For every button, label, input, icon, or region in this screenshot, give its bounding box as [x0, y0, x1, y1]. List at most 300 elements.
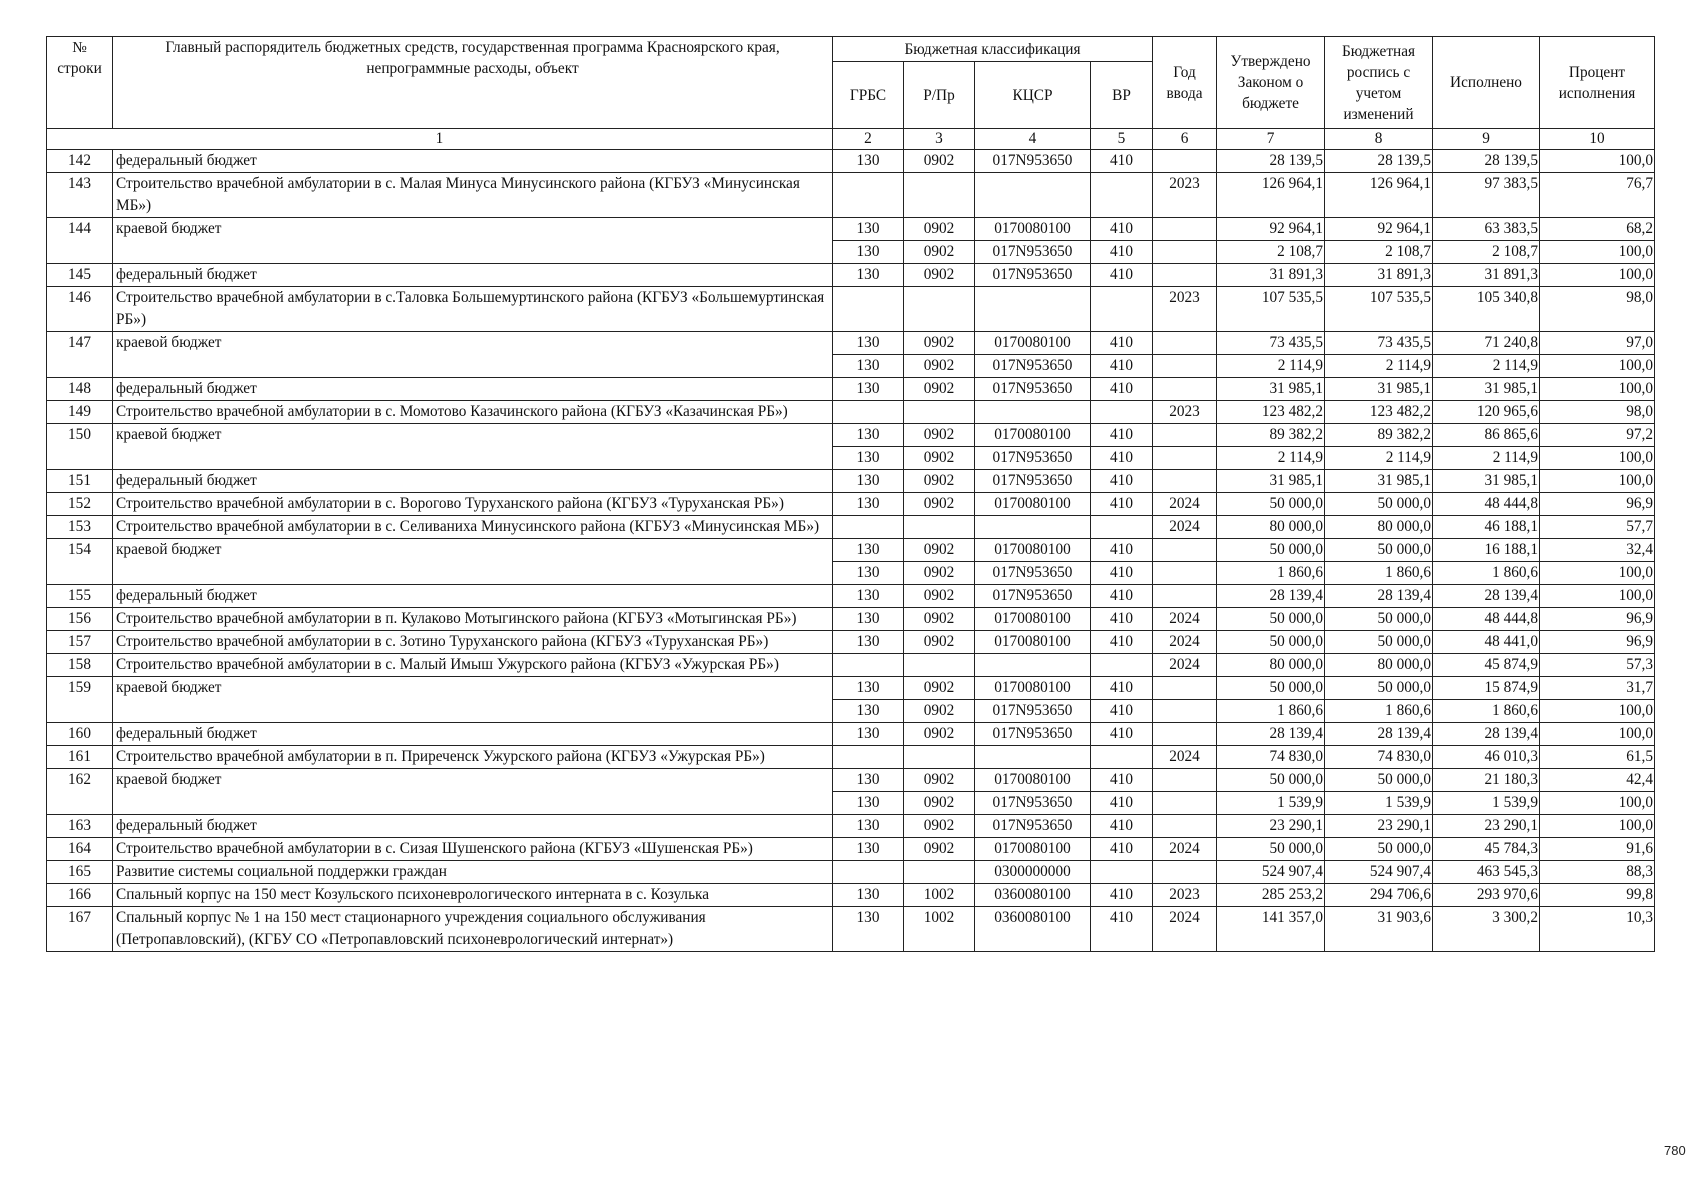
- item-name-cell: краевой бюджет: [113, 218, 833, 264]
- executed-cell: 1 860,6: [1433, 700, 1540, 723]
- row-number-cell: 152: [47, 493, 113, 516]
- year-cell: [1153, 470, 1217, 493]
- rzpr-cell: 0902: [904, 332, 975, 355]
- kcsr-cell: [975, 401, 1091, 424]
- item-name-cell: федеральный бюджет: [113, 378, 833, 401]
- approved-cell: 2 114,9: [1217, 447, 1325, 470]
- schedule-cell: 80 000,0: [1325, 654, 1433, 677]
- item-name-cell: Строительство врачебной амбулатории в с. Сизая Шушенского района (КГБУЗ «Шушенская РБ»): [113, 838, 833, 861]
- kcsr-cell: 0300000000: [975, 861, 1091, 884]
- header-executed: Исполнено: [1433, 37, 1540, 129]
- schedule-cell: 28 139,4: [1325, 723, 1433, 746]
- executed-cell: 28 139,4: [1433, 585, 1540, 608]
- approved-cell: 141 357,0: [1217, 907, 1325, 952]
- rzpr-cell: [904, 516, 975, 539]
- rzpr-cell: 0902: [904, 241, 975, 264]
- executed-cell: 97 383,5: [1433, 173, 1540, 218]
- kcsr-cell: [975, 173, 1091, 218]
- vr-cell: 410: [1091, 769, 1153, 792]
- approved-cell: 50 000,0: [1217, 769, 1325, 792]
- row-number-cell: 155: [47, 585, 113, 608]
- grbs-cell: 130: [833, 424, 904, 447]
- grbs-cell: [833, 654, 904, 677]
- kcsr-cell: 017N953650: [975, 355, 1091, 378]
- year-cell: [1153, 332, 1217, 355]
- grbs-cell: 130: [833, 631, 904, 654]
- schedule-cell: 2 108,7: [1325, 241, 1433, 264]
- table-row: [47, 150, 1655, 173]
- vr-cell: 410: [1091, 332, 1153, 355]
- header-kcsr: КЦСР: [975, 62, 1091, 129]
- item-name-cell: краевой бюджет: [113, 332, 833, 378]
- schedule-cell: 89 382,2: [1325, 424, 1433, 447]
- item-name-cell: Строительство врачебной амбулатории в с. Селиваниха Минусинского района (КГБУЗ «Минусинская МБ»): [113, 516, 833, 539]
- year-cell: 2023: [1153, 287, 1217, 332]
- executed-cell: 28 139,4: [1433, 723, 1540, 746]
- percent-cell: 100,0: [1540, 264, 1655, 287]
- year-cell: [1153, 241, 1217, 264]
- item-name-cell: федеральный бюджет: [113, 264, 833, 287]
- vr-cell: 410: [1091, 585, 1153, 608]
- year-cell: 2024: [1153, 516, 1217, 539]
- item-name-cell: Спальный корпус № 1 на 150 мест стационарного учреждения социального обслуживания (Петропавловский), (КГБУ СО «Петропавловский психоневрологический интернат»): [113, 907, 833, 952]
- kcsr-cell: 0170080100: [975, 539, 1091, 562]
- column-number: 2: [833, 129, 904, 150]
- rzpr-cell: 0902: [904, 150, 975, 173]
- row-number-cell: 164: [47, 838, 113, 861]
- approved-cell: 123 482,2: [1217, 401, 1325, 424]
- grbs-cell: 130: [833, 700, 904, 723]
- row-number-cell: 144: [47, 218, 113, 264]
- percent-cell: 98,0: [1540, 287, 1655, 332]
- row-number-cell: 142: [47, 150, 113, 173]
- row-number-cell: 161: [47, 746, 113, 769]
- kcsr-cell: 0170080100: [975, 631, 1091, 654]
- rzpr-cell: 0902: [904, 769, 975, 792]
- rzpr-cell: 0902: [904, 264, 975, 287]
- rzpr-cell: [904, 746, 975, 769]
- kcsr-cell: 017N953650: [975, 447, 1091, 470]
- schedule-cell: 2 114,9: [1325, 447, 1433, 470]
- percent-cell: 100,0: [1540, 585, 1655, 608]
- vr-cell: 410: [1091, 150, 1153, 173]
- vr-cell: 410: [1091, 815, 1153, 838]
- schedule-cell: 50 000,0: [1325, 769, 1433, 792]
- table-row: [47, 884, 1655, 907]
- vr-cell: 410: [1091, 539, 1153, 562]
- vr-cell: 410: [1091, 700, 1153, 723]
- table-body: [47, 150, 1655, 952]
- year-cell: 2024: [1153, 608, 1217, 631]
- rzpr-cell: [904, 173, 975, 218]
- table-row: [47, 815, 1655, 838]
- rzpr-cell: 0902: [904, 677, 975, 700]
- approved-cell: 50 000,0: [1217, 838, 1325, 861]
- grbs-cell: [833, 516, 904, 539]
- executed-cell: 31 985,1: [1433, 378, 1540, 401]
- column-number: 8: [1325, 129, 1433, 150]
- column-number: 9: [1433, 129, 1540, 150]
- vr-cell: 410: [1091, 884, 1153, 907]
- percent-cell: 31,7: [1540, 677, 1655, 700]
- rzpr-cell: [904, 287, 975, 332]
- year-cell: [1153, 150, 1217, 173]
- vr-cell: 410: [1091, 424, 1153, 447]
- row-number-cell: 162: [47, 769, 113, 815]
- item-name-cell: краевой бюджет: [113, 677, 833, 723]
- table-row: [47, 654, 1655, 677]
- grbs-cell: 130: [833, 769, 904, 792]
- row-number-cell: 166: [47, 884, 113, 907]
- approved-cell: 2 108,7: [1217, 241, 1325, 264]
- row-number-cell: 163: [47, 815, 113, 838]
- kcsr-cell: 017N953650: [975, 150, 1091, 173]
- grbs-cell: 130: [833, 723, 904, 746]
- item-name-cell: федеральный бюджет: [113, 470, 833, 493]
- grbs-cell: 130: [833, 884, 904, 907]
- executed-cell: 23 290,1: [1433, 815, 1540, 838]
- rzpr-cell: 0902: [904, 631, 975, 654]
- year-cell: [1153, 562, 1217, 585]
- grbs-cell: 130: [833, 815, 904, 838]
- column-number: 5: [1091, 129, 1153, 150]
- vr-cell: 410: [1091, 723, 1153, 746]
- schedule-cell: 31 985,1: [1325, 378, 1433, 401]
- approved-cell: 50 000,0: [1217, 631, 1325, 654]
- year-cell: [1153, 792, 1217, 815]
- kcsr-cell: 0170080100: [975, 769, 1091, 792]
- header-row-number: № строки: [47, 37, 113, 129]
- row-number-cell: 143: [47, 173, 113, 218]
- table-row: [47, 218, 1655, 241]
- table-row: [47, 585, 1655, 608]
- approved-cell: 1 860,6: [1217, 562, 1325, 585]
- rzpr-cell: 0902: [904, 700, 975, 723]
- executed-cell: 3 300,2: [1433, 907, 1540, 952]
- item-name-cell: краевой бюджет: [113, 539, 833, 585]
- approved-cell: 107 535,5: [1217, 287, 1325, 332]
- rzpr-cell: 0902: [904, 355, 975, 378]
- executed-cell: 63 383,5: [1433, 218, 1540, 241]
- item-name-cell: федеральный бюджет: [113, 815, 833, 838]
- vr-cell: 410: [1091, 608, 1153, 631]
- kcsr-cell: [975, 516, 1091, 539]
- executed-cell: 45 784,3: [1433, 838, 1540, 861]
- rzpr-cell: 0902: [904, 608, 975, 631]
- rzpr-cell: 0902: [904, 838, 975, 861]
- approved-cell: 50 000,0: [1217, 493, 1325, 516]
- grbs-cell: 130: [833, 907, 904, 952]
- executed-cell: 46 188,1: [1433, 516, 1540, 539]
- year-cell: 2024: [1153, 907, 1217, 952]
- schedule-cell: 74 830,0: [1325, 746, 1433, 769]
- percent-cell: 57,7: [1540, 516, 1655, 539]
- item-name-cell: федеральный бюджет: [113, 723, 833, 746]
- item-name-cell: Строительство врачебной амбулатории в с. Малый Имыш Ужурского района (КГБУЗ «Ужурская РБ»): [113, 654, 833, 677]
- grbs-cell: [833, 401, 904, 424]
- vr-cell: 410: [1091, 447, 1153, 470]
- percent-cell: 100,0: [1540, 700, 1655, 723]
- header-grbs: ГРБС: [833, 62, 904, 129]
- executed-cell: 28 139,5: [1433, 150, 1540, 173]
- vr-cell: 410: [1091, 631, 1153, 654]
- item-name-cell: краевой бюджет: [113, 424, 833, 470]
- schedule-cell: 524 907,4: [1325, 861, 1433, 884]
- schedule-cell: 31 985,1: [1325, 470, 1433, 493]
- rzpr-cell: [904, 401, 975, 424]
- row-number-cell: 146: [47, 287, 113, 332]
- kcsr-cell: 017N953650: [975, 585, 1091, 608]
- schedule-cell: 73 435,5: [1325, 332, 1433, 355]
- row-number-cell: 148: [47, 378, 113, 401]
- row-number-cell: 158: [47, 654, 113, 677]
- year-cell: 2024: [1153, 654, 1217, 677]
- header-budget-classification: Бюджетная классификация: [833, 37, 1153, 62]
- schedule-cell: 50 000,0: [1325, 838, 1433, 861]
- rzpr-cell: 0902: [904, 470, 975, 493]
- approved-cell: 31 891,3: [1217, 264, 1325, 287]
- rzpr-cell: 0902: [904, 792, 975, 815]
- vr-cell: 410: [1091, 378, 1153, 401]
- table-row: [47, 723, 1655, 746]
- percent-cell: 100,0: [1540, 150, 1655, 173]
- percent-cell: 68,2: [1540, 218, 1655, 241]
- row-number-cell: 149: [47, 401, 113, 424]
- item-name-cell: Спальный корпус на 150 мест Козульского психоневрологического интерната в с. Козулька: [113, 884, 833, 907]
- rzpr-cell: 0902: [904, 447, 975, 470]
- schedule-cell: 31 903,6: [1325, 907, 1433, 952]
- percent-cell: 88,3: [1540, 861, 1655, 884]
- grbs-cell: 130: [833, 218, 904, 241]
- year-cell: [1153, 585, 1217, 608]
- header-percent: Процент исполнения: [1540, 37, 1655, 129]
- kcsr-cell: 017N953650: [975, 378, 1091, 401]
- schedule-cell: 50 000,0: [1325, 493, 1433, 516]
- schedule-cell: 50 000,0: [1325, 677, 1433, 700]
- kcsr-cell: 0170080100: [975, 332, 1091, 355]
- approved-cell: 28 139,4: [1217, 585, 1325, 608]
- year-cell: [1153, 424, 1217, 447]
- approved-cell: 23 290,1: [1217, 815, 1325, 838]
- table-row: [47, 516, 1655, 539]
- item-name-cell: Строительство врачебной амбулатории в с. Малая Минуса Минусинского района (КГБУЗ «Минусинская МБ»): [113, 173, 833, 218]
- percent-cell: 100,0: [1540, 723, 1655, 746]
- percent-cell: 61,5: [1540, 746, 1655, 769]
- table-row: [47, 173, 1655, 218]
- executed-cell: 46 010,3: [1433, 746, 1540, 769]
- grbs-cell: 130: [833, 792, 904, 815]
- kcsr-cell: 017N953650: [975, 241, 1091, 264]
- approved-cell: 31 985,1: [1217, 378, 1325, 401]
- approved-cell: 1 539,9: [1217, 792, 1325, 815]
- kcsr-cell: 0170080100: [975, 218, 1091, 241]
- approved-cell: 28 139,5: [1217, 150, 1325, 173]
- grbs-cell: 130: [833, 332, 904, 355]
- year-cell: 2024: [1153, 838, 1217, 861]
- approved-cell: 524 907,4: [1217, 861, 1325, 884]
- vr-cell: 410: [1091, 355, 1153, 378]
- budget-execution-table: [46, 36, 1655, 952]
- year-cell: [1153, 861, 1217, 884]
- grbs-cell: 130: [833, 150, 904, 173]
- item-name-cell: Строительство врачебной амбулатории в п. Кулаково Мотыгинского района (КГБУЗ «Мотыгинская РБ»): [113, 608, 833, 631]
- column-number: 6: [1153, 129, 1217, 150]
- table-row: [47, 539, 1655, 562]
- grbs-cell: 130: [833, 378, 904, 401]
- schedule-cell: 1 860,6: [1325, 562, 1433, 585]
- schedule-cell: 23 290,1: [1325, 815, 1433, 838]
- row-number-cell: 159: [47, 677, 113, 723]
- kcsr-cell: [975, 654, 1091, 677]
- rzpr-cell: [904, 654, 975, 677]
- column-number: 4: [975, 129, 1091, 150]
- header-vr: ВР: [1091, 62, 1153, 129]
- percent-cell: 99,8: [1540, 884, 1655, 907]
- page-number: 780: [1664, 1143, 1686, 1158]
- item-name-cell: краевой бюджет: [113, 769, 833, 815]
- rzpr-cell: 0902: [904, 815, 975, 838]
- approved-cell: 92 964,1: [1217, 218, 1325, 241]
- executed-cell: 2 108,7: [1433, 241, 1540, 264]
- item-name-cell: Строительство врачебной амбулатории в с. Момотово Казачинского района (КГБУЗ «Казачинская РБ»): [113, 401, 833, 424]
- row-number-cell: 160: [47, 723, 113, 746]
- header-approved: Утверждено Законом о бюджете: [1217, 37, 1325, 129]
- executed-cell: 293 970,6: [1433, 884, 1540, 907]
- table-row: [47, 401, 1655, 424]
- column-number: 1: [47, 129, 833, 150]
- percent-cell: 32,4: [1540, 539, 1655, 562]
- approved-cell: 50 000,0: [1217, 677, 1325, 700]
- item-name-cell: Строительство врачебной амбулатории в п. Приреченск Ужурского района (КГБУЗ «Ужурская РБ»): [113, 746, 833, 769]
- schedule-cell: 28 139,4: [1325, 585, 1433, 608]
- grbs-cell: 130: [833, 562, 904, 585]
- approved-cell: 1 860,6: [1217, 700, 1325, 723]
- year-cell: 2024: [1153, 746, 1217, 769]
- schedule-cell: 31 891,3: [1325, 264, 1433, 287]
- table-row: [47, 677, 1655, 700]
- grbs-cell: 130: [833, 355, 904, 378]
- year-cell: 2023: [1153, 173, 1217, 218]
- grbs-cell: [833, 746, 904, 769]
- rzpr-cell: 1002: [904, 884, 975, 907]
- kcsr-cell: 0170080100: [975, 608, 1091, 631]
- kcsr-cell: 0170080100: [975, 677, 1091, 700]
- row-number-cell: 150: [47, 424, 113, 470]
- rzpr-cell: 0902: [904, 493, 975, 516]
- kcsr-cell: 0170080100: [975, 424, 1091, 447]
- rzpr-cell: 0902: [904, 378, 975, 401]
- rzpr-cell: 0902: [904, 723, 975, 746]
- approved-cell: 285 253,2: [1217, 884, 1325, 907]
- year-cell: 2023: [1153, 401, 1217, 424]
- executed-cell: 86 865,6: [1433, 424, 1540, 447]
- grbs-cell: 130: [833, 677, 904, 700]
- vr-cell: 410: [1091, 792, 1153, 815]
- rzpr-cell: 1002: [904, 907, 975, 952]
- percent-cell: 96,9: [1540, 493, 1655, 516]
- grbs-cell: 130: [833, 838, 904, 861]
- vr-cell: 410: [1091, 218, 1153, 241]
- grbs-cell: 130: [833, 539, 904, 562]
- rzpr-cell: [904, 861, 975, 884]
- executed-cell: 48 441,0: [1433, 631, 1540, 654]
- grbs-cell: 130: [833, 241, 904, 264]
- executed-cell: 31 891,3: [1433, 264, 1540, 287]
- row-number-cell: 156: [47, 608, 113, 631]
- vr-cell: 410: [1091, 493, 1153, 516]
- vr-cell: [1091, 401, 1153, 424]
- row-number-cell: 153: [47, 516, 113, 539]
- table-row: [47, 493, 1655, 516]
- percent-cell: 42,4: [1540, 769, 1655, 792]
- approved-cell: 126 964,1: [1217, 173, 1325, 218]
- vr-cell: 410: [1091, 838, 1153, 861]
- percent-cell: 97,2: [1540, 424, 1655, 447]
- percent-cell: 91,6: [1540, 838, 1655, 861]
- item-name-cell: Развитие системы социальной поддержки граждан: [113, 861, 833, 884]
- kcsr-cell: 0170080100: [975, 493, 1091, 516]
- executed-cell: 71 240,8: [1433, 332, 1540, 355]
- executed-cell: 48 444,8: [1433, 493, 1540, 516]
- vr-cell: [1091, 516, 1153, 539]
- table-row: [47, 608, 1655, 631]
- table-row: [47, 264, 1655, 287]
- row-number-cell: 145: [47, 264, 113, 287]
- executed-cell: 1 860,6: [1433, 562, 1540, 585]
- percent-cell: 100,0: [1540, 378, 1655, 401]
- row-number-cell: 167: [47, 907, 113, 952]
- year-cell: [1153, 700, 1217, 723]
- percent-cell: 10,3: [1540, 907, 1655, 952]
- schedule-cell: 50 000,0: [1325, 631, 1433, 654]
- grbs-cell: [833, 287, 904, 332]
- kcsr-cell: 017N953650: [975, 264, 1091, 287]
- executed-cell: 15 874,9: [1433, 677, 1540, 700]
- table-row: [47, 907, 1655, 952]
- grbs-cell: 130: [833, 608, 904, 631]
- year-cell: [1153, 677, 1217, 700]
- approved-cell: 80 000,0: [1217, 516, 1325, 539]
- approved-cell: 28 139,4: [1217, 723, 1325, 746]
- approved-cell: 50 000,0: [1217, 608, 1325, 631]
- percent-cell: 100,0: [1540, 355, 1655, 378]
- kcsr-cell: [975, 287, 1091, 332]
- executed-cell: 120 965,6: [1433, 401, 1540, 424]
- schedule-cell: 92 964,1: [1325, 218, 1433, 241]
- row-number-cell: 154: [47, 539, 113, 585]
- kcsr-cell: 017N953650: [975, 470, 1091, 493]
- schedule-cell: 1 860,6: [1325, 700, 1433, 723]
- year-cell: 2024: [1153, 493, 1217, 516]
- row-number-cell: 151: [47, 470, 113, 493]
- approved-cell: 74 830,0: [1217, 746, 1325, 769]
- table-row: [47, 378, 1655, 401]
- approved-cell: 89 382,2: [1217, 424, 1325, 447]
- kcsr-cell: 017N953650: [975, 562, 1091, 585]
- vr-cell: 410: [1091, 241, 1153, 264]
- table-row: [47, 838, 1655, 861]
- kcsr-cell: 017N953650: [975, 815, 1091, 838]
- column-number: 7: [1217, 129, 1325, 150]
- approved-cell: 80 000,0: [1217, 654, 1325, 677]
- vr-cell: [1091, 861, 1153, 884]
- year-cell: [1153, 447, 1217, 470]
- schedule-cell: 2 114,9: [1325, 355, 1433, 378]
- year-cell: [1153, 378, 1217, 401]
- schedule-cell: 294 706,6: [1325, 884, 1433, 907]
- percent-cell: 57,3: [1540, 654, 1655, 677]
- vr-cell: [1091, 287, 1153, 332]
